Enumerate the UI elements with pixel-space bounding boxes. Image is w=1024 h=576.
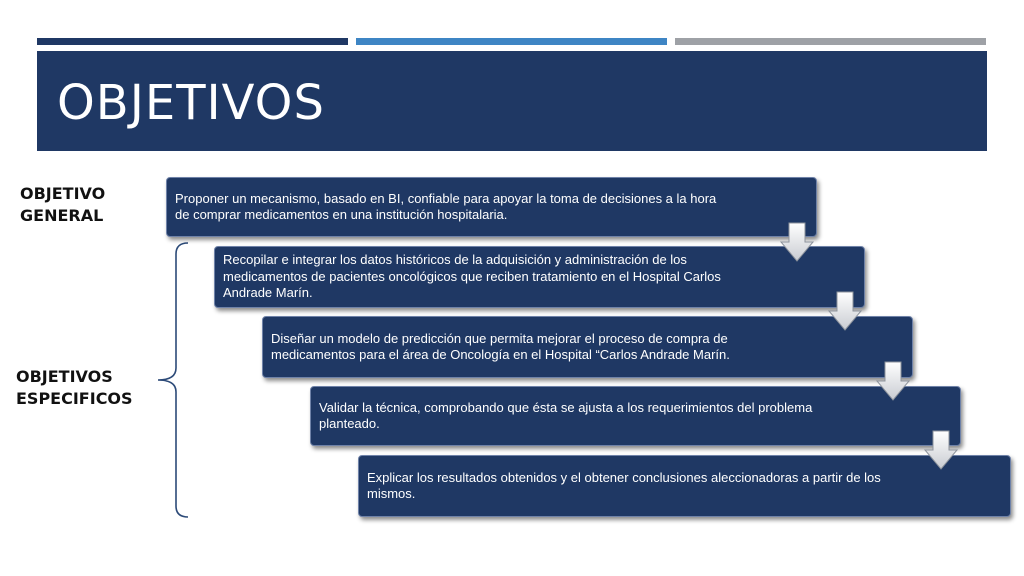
down-arrow-icon	[876, 361, 910, 401]
step-line: Validar la técnica, comprobando que ésta se ajusta a los requerimientos del problema	[319, 399, 813, 415]
objetivo-general-box	[166, 177, 817, 237]
accent-bar-gray	[675, 38, 986, 45]
objetivo-general-label	[20, 183, 105, 227]
down-arrow-icon	[780, 222, 814, 262]
step-line: mismos.	[367, 486, 416, 501]
step-line: Recopilar e integrar los datos históricos de la adquisición y administración de los	[223, 252, 687, 268]
down-arrow-icon	[828, 291, 862, 331]
objetivo-especifico-box-2	[262, 316, 913, 378]
step-line: Diseñar un modelo de predicción que permita mejorar el proceso de compra de	[271, 330, 728, 346]
objetivo-general-label-line1: OBJETIVO	[20, 184, 106, 203]
accent-bar-navy	[37, 38, 348, 45]
accent-bar-blue	[356, 38, 667, 45]
step-line: Explicar los resultados obtenidos y el obtener conclusiones aleccionadoras a partir de los	[367, 469, 881, 485]
curly-brace-icon	[154, 240, 194, 520]
step-line: Proponer un mecanismo, basado en BI, confiable para apoyar la toma de decisiones a la hora	[175, 190, 717, 206]
objetivo-general-label-line2: GENERAL	[20, 206, 104, 225]
step-line: medicamentos de pacientes oncológicos que reciben tratamiento en el Hospital Carlos	[223, 268, 721, 284]
objetivo-especifico-box-3	[310, 386, 961, 446]
page-title: OBJETIVOS	[57, 75, 325, 131]
objetivos-especificos-label-line1: OBJETIVOS	[16, 367, 113, 386]
step-line: de comprar medicamentos en una institución hospitalaria.	[175, 207, 508, 222]
objetivos-especificos-label-line2: ESPECIFICOS	[16, 389, 133, 408]
objetivo-especifico-box-1	[214, 246, 865, 308]
title-band	[37, 51, 987, 151]
objetivos-especificos-label	[16, 366, 133, 410]
down-arrow-icon	[924, 430, 958, 470]
step-line: planteado.	[319, 416, 380, 431]
step-line: medicamentos para el área de Oncología en el Hospital “Carlos Andrade Marín.	[271, 347, 730, 362]
objetivo-especifico-box-4	[358, 455, 1011, 517]
step-line: Andrade Marín.	[223, 285, 313, 301]
